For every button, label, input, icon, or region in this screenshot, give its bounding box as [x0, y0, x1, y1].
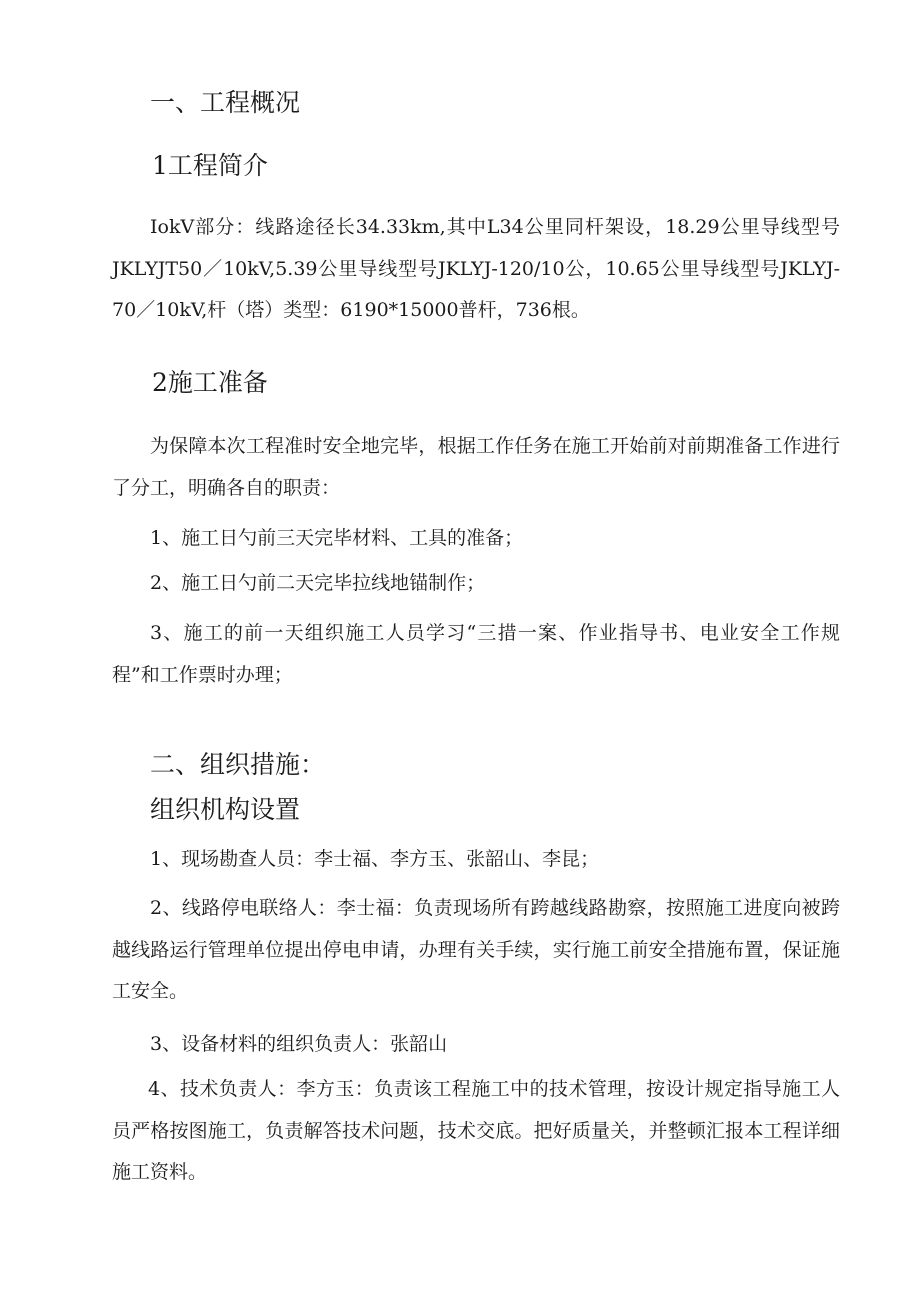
list-item: 2、线路停电联络人：李士福：负责现场所有跨越线路勘察，按照施工进度向被跨越线路运行管理单位提出停电申请，办理有关手续，实行施工前安全措施布置，保证施工安全。: [112, 897, 840, 1002]
section-1-1-body: IokV部分：线路途径长34.33km,其中L34公里同杆架设，18.29公里导线型号JKLYJT50／10kV,5.39公里导线型号JKLYJ-120/10公，10.65公里导线型号JKLYJ-70／10kV,杆（塔）类型：6190*15000普杆，736根。: [112, 216, 840, 321]
section-1-1-title: 1工程简介: [152, 151, 268, 180]
list-item: 1、现场勘查人员：李士福、李方玉、张韶山、李昆；: [150, 848, 600, 870]
section-1-title: 一、工程概况: [150, 88, 301, 117]
section-1-2-intro: 为保障本次工程准时安全地完毕，根据工作任务在施工开始前对前期准备工作进行了分工，明确各自的职责：: [112, 435, 840, 499]
list-item: 3、设备材料的组织负责人：张韶山: [150, 1033, 448, 1055]
list-item: 3、施工的前一天组织施工人员学习“三措一案、作业指导书、电业安全工作规程”和工作票时办理；: [112, 622, 840, 686]
section-1-2-title: 2施工准备: [152, 368, 268, 397]
list-item: 4、技术负责人：李方玉：负责该工程施工中的技术管理，按设计规定指导施工人员严格按图施工，负责解答技术问题，技术交底。把好质量关，并整顿汇报本工程详细施工资料。: [112, 1078, 840, 1183]
list-item: 1、施工日勺前三天完毕材料、工具的准备；: [150, 527, 524, 549]
section-2-subtitle: 组织机构设置: [150, 795, 301, 824]
list-item: 2、施工日勺前二天完毕拉线地锚制作；: [150, 572, 486, 594]
section-2-title: 二、组织措施：: [150, 750, 326, 779]
